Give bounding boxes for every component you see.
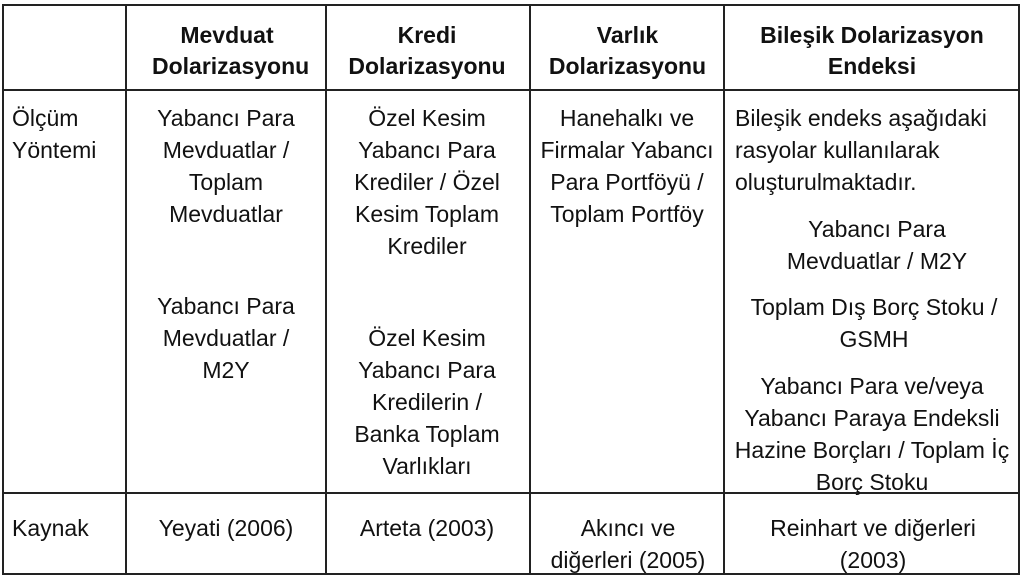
composite-item-1: Yabancı Para Mevduatlar / M2Y <box>786 216 968 274</box>
source-credit: Arteta (2003) <box>359 515 495 541</box>
asset-measure-1: Hanehalkı ve Firmalar Yabancı Para Portföyü / Toplam Portföy <box>540 105 714 227</box>
credit-measure-1: Özel Kesim Yabancı Para Krediler / Özel Kesim Toplam Krediler <box>354 105 500 259</box>
composite-item-2: Toplam Dış Borç Stoku / GSMH <box>750 294 998 352</box>
deposit-measure-1: Yabancı Para Mevduatlar / Toplam Mevduatlar <box>157 105 295 227</box>
table-border-top <box>2 4 1020 6</box>
credit-measure-2: Özel Kesim Yabancı Para Kredilerin / Banka Toplam Varlıkları <box>354 325 500 479</box>
col-divider-3 <box>529 4 531 575</box>
dollarization-table <box>2 4 1020 575</box>
col-divider-4 <box>723 4 725 575</box>
composite-item-3: Yabancı Para ve/veya Yabancı Paraya Endeksli Hazine Borçları / Toplam İç Borç Stoku <box>734 373 1010 495</box>
source-composite: Reinhart ve diğerleri (2003) <box>770 515 976 573</box>
table-border-left <box>2 4 4 575</box>
header-credit: Kredi Dolarizasyonu <box>348 22 506 79</box>
col-divider-2 <box>325 4 327 575</box>
col-divider-1 <box>125 4 127 575</box>
header-asset: Varlık Dolarizasyonu <box>548 22 707 79</box>
source-deposit: Yeyati (2006) <box>158 515 294 541</box>
composite-intro: Bileşik endeks aşağıdaki rasyolar kullanılarak oluşturulmaktadır. <box>735 105 987 195</box>
row-label-source: Kaynak <box>12 515 89 541</box>
row-label-measurement: Ölçüm Yöntemi <box>12 105 97 163</box>
header-composite: Bileşik Dolarizasyon Endeksi <box>760 22 984 79</box>
header-deposit: Mevduat Dolarizasyonu <box>152 22 310 79</box>
source-asset: Akıncı ve diğerleri (2005) <box>550 515 706 573</box>
header-divider <box>2 89 1020 91</box>
deposit-measure-2: Yabancı Para Mevduatlar / M2Y <box>157 293 295 383</box>
table-border-right <box>1018 4 1020 575</box>
